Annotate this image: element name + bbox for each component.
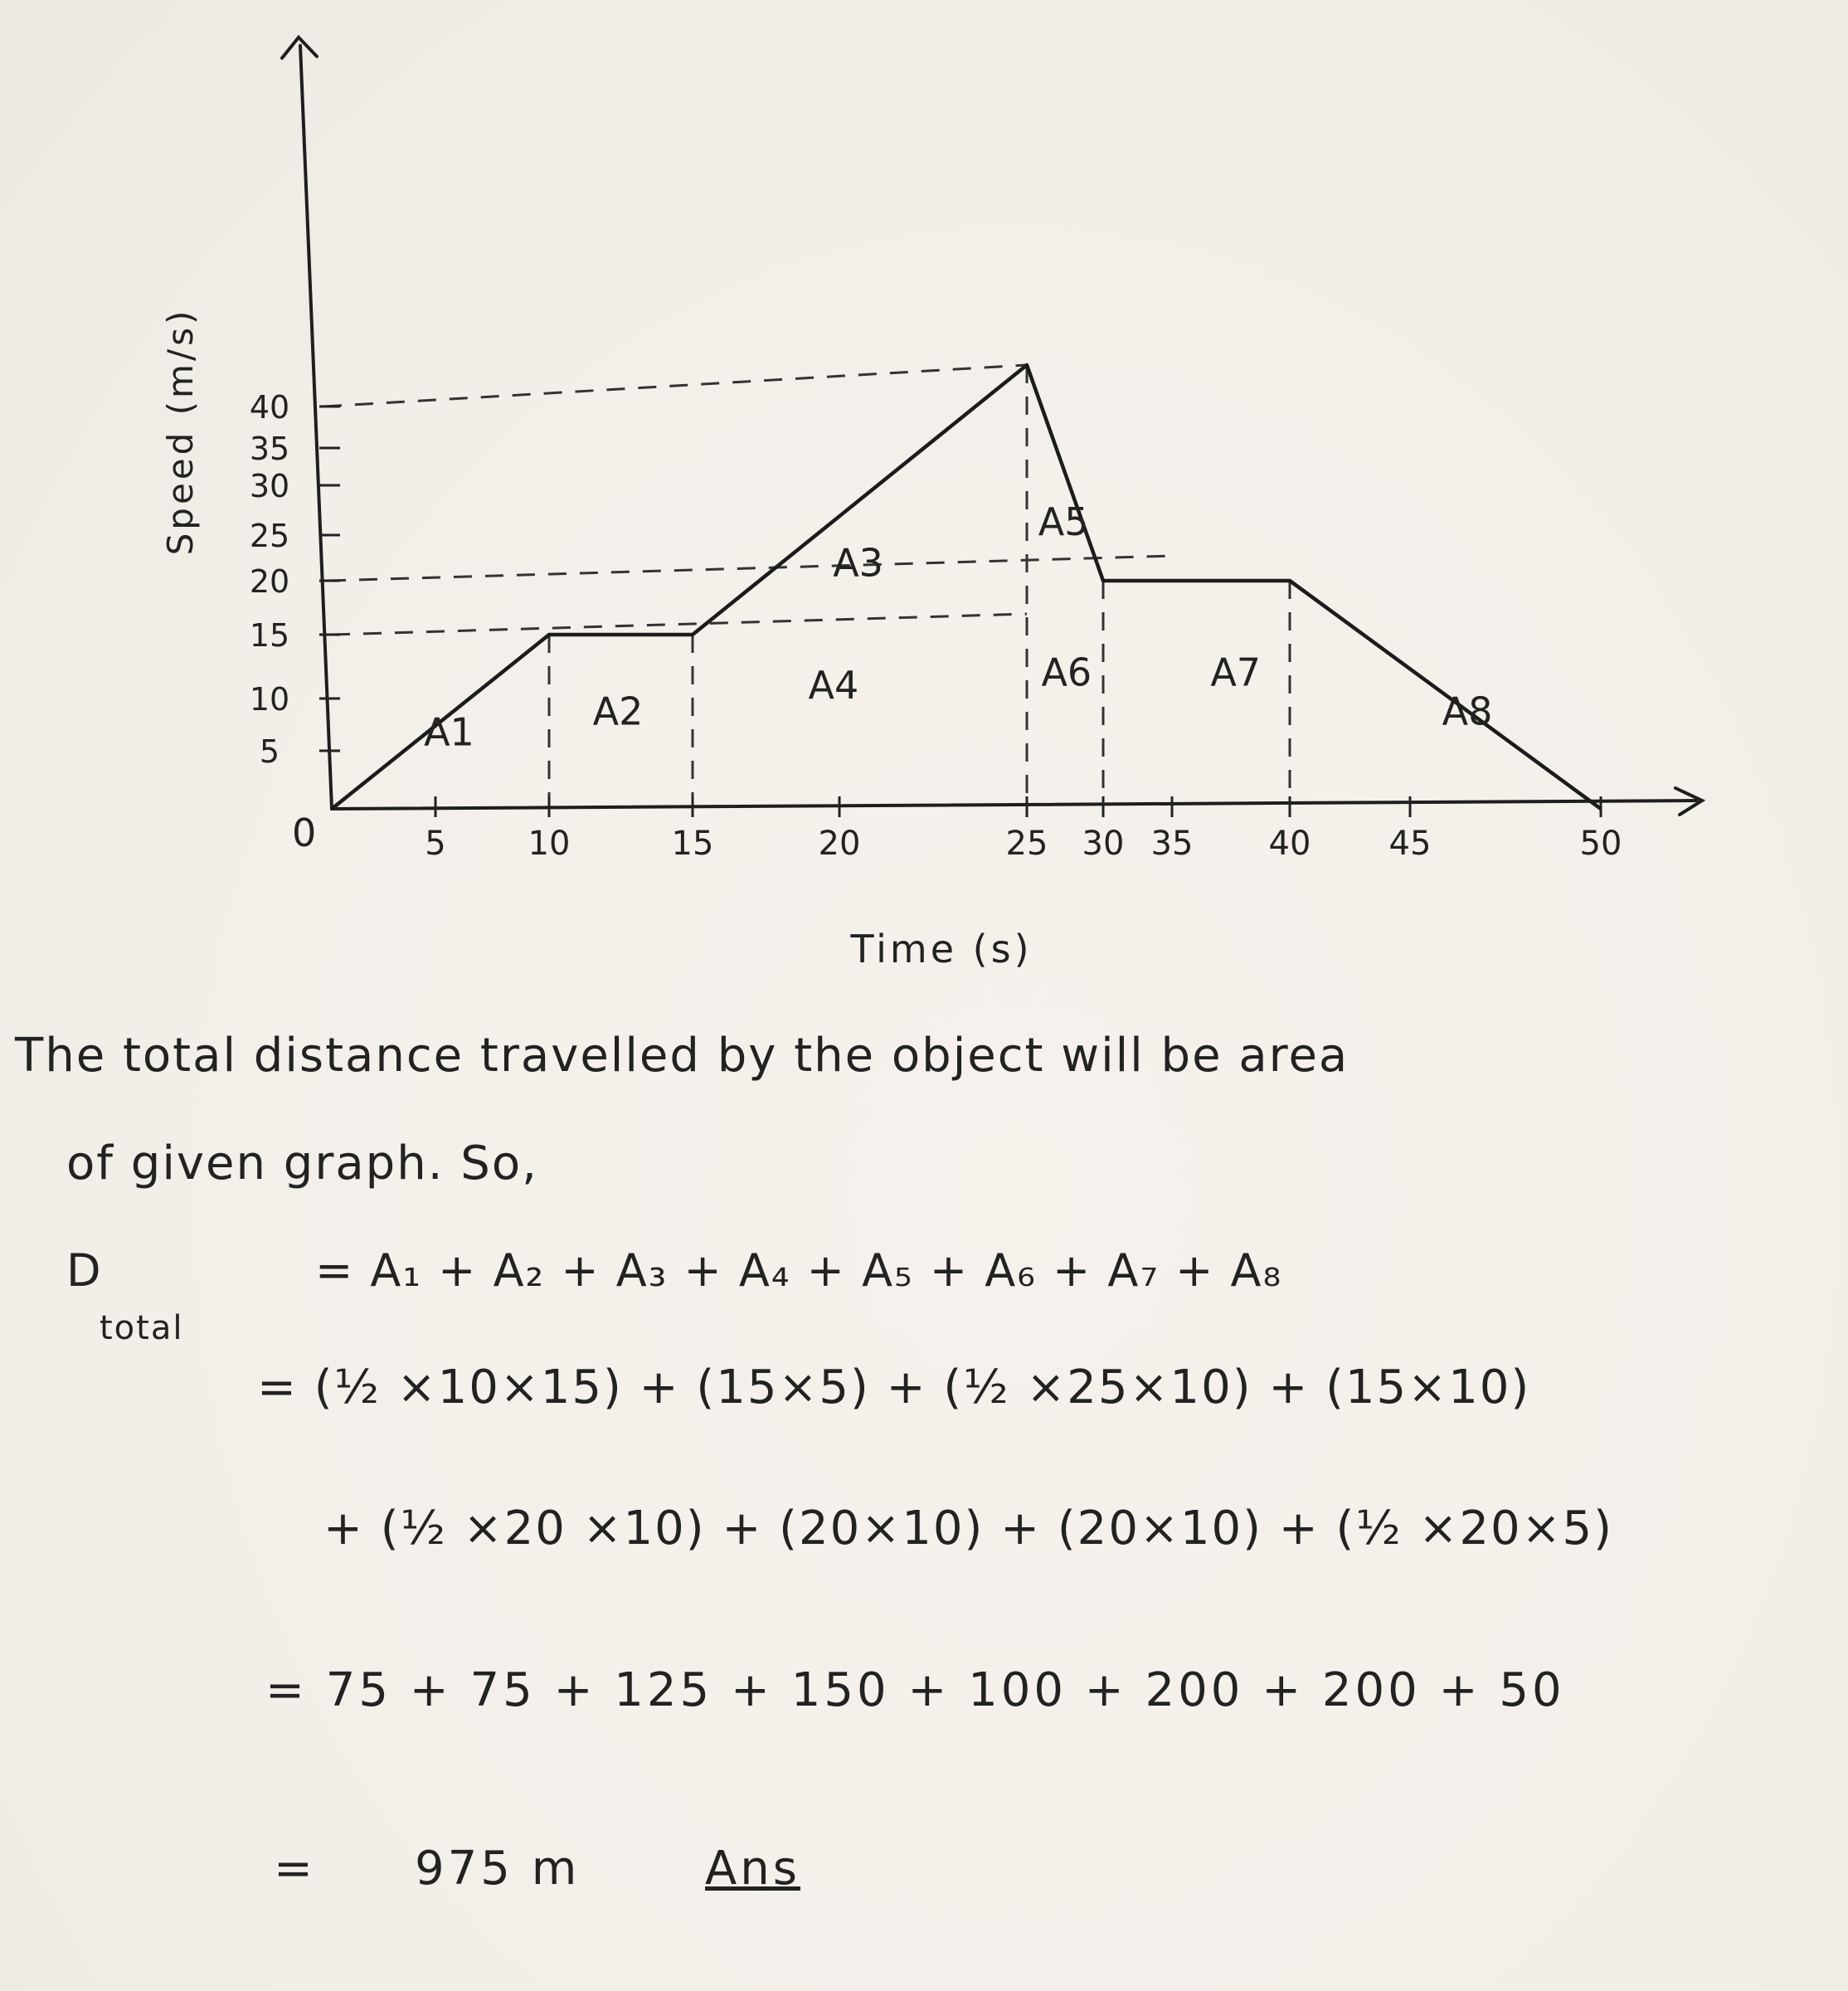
x-axis — [332, 801, 1696, 809]
x-tick-label-40: 40 — [1268, 825, 1311, 863]
equation-sum-areas: = A₁ + A₂ + A₃ + A₄ + A₅ + A₆ + A₇ + A₈ — [315, 1244, 1283, 1297]
region-label-a5: A5 — [1038, 499, 1089, 544]
region-label-a8: A8 — [1442, 689, 1493, 734]
origin-label: 0 — [292, 811, 317, 855]
y-tick-label-15: 15 — [249, 617, 290, 654]
x-tick-label-30: 30 — [1082, 825, 1125, 863]
y-tick-label-40: 40 — [249, 389, 290, 426]
statement-line-1: The total distance travelled by the object will be area — [15, 1029, 1350, 1083]
equation-line-1 — [66, 1244, 1283, 1347]
x-tick-label-25: 25 — [1005, 825, 1048, 863]
statement-line-2: of given graph. So, — [66, 1137, 538, 1190]
equation-line-2: = (½ ×10×15) + (15×5) + (½ ×25×10) + (15×10) — [257, 1361, 1531, 1414]
x-tick-label-5: 5 — [425, 825, 446, 863]
region-label-a7: A7 — [1210, 650, 1262, 695]
equation-line-3: + (½ ×20 ×10) + (20×10) + (20×10) + (½ ×20×5) — [323, 1502, 1613, 1555]
region-label-a6: A6 — [1041, 650, 1092, 695]
x-axis-label: Time (s) — [850, 927, 1033, 971]
x-tick-label-15: 15 — [671, 825, 714, 863]
x-tick-label-45: 45 — [1388, 825, 1432, 863]
final-answer-line — [274, 1842, 800, 1896]
region-label-a2: A2 — [592, 689, 644, 734]
speed-curve — [332, 365, 1601, 809]
y-tick-label-35: 35 — [249, 431, 290, 467]
tick-marks — [319, 406, 1601, 817]
y-axis — [300, 46, 332, 809]
y-axis-label: Speed (m/s) — [160, 307, 201, 556]
x-tick-label-35: 35 — [1150, 825, 1194, 863]
answer-label: Ans — [705, 1842, 800, 1896]
y-tick-label-10: 10 — [249, 681, 290, 718]
speed-time-graph — [0, 0, 1848, 979]
y-tick-label-25: 25 — [249, 518, 290, 554]
x-tick-label-20: 20 — [818, 825, 861, 863]
guide-line-20 — [328, 556, 1172, 581]
region-label-a4: A4 — [808, 663, 859, 708]
x-tick-label-10: 10 — [528, 825, 571, 863]
y-tick-label-5: 5 — [259, 733, 280, 770]
distance-symbol: D — [66, 1244, 103, 1297]
y-tick-label-20: 20 — [249, 563, 290, 600]
region-label-a1: A1 — [424, 709, 474, 755]
guide-line-40 — [323, 365, 1027, 406]
tick-labels — [250, 389, 1622, 863]
distance-subscript: total — [100, 1309, 184, 1347]
y-tick-label-30: 30 — [249, 468, 290, 504]
x-tick-label-50: 50 — [1579, 825, 1622, 863]
equals-sign: = — [274, 1842, 316, 1896]
region-label-a3: A3 — [833, 540, 883, 586]
equation-line-4: = 75 + 75 + 125 + 150 + 100 + 200 + 200 + 50 — [265, 1663, 1565, 1717]
guide-line-15 — [332, 614, 1027, 635]
final-value: 975 m — [415, 1842, 581, 1896]
